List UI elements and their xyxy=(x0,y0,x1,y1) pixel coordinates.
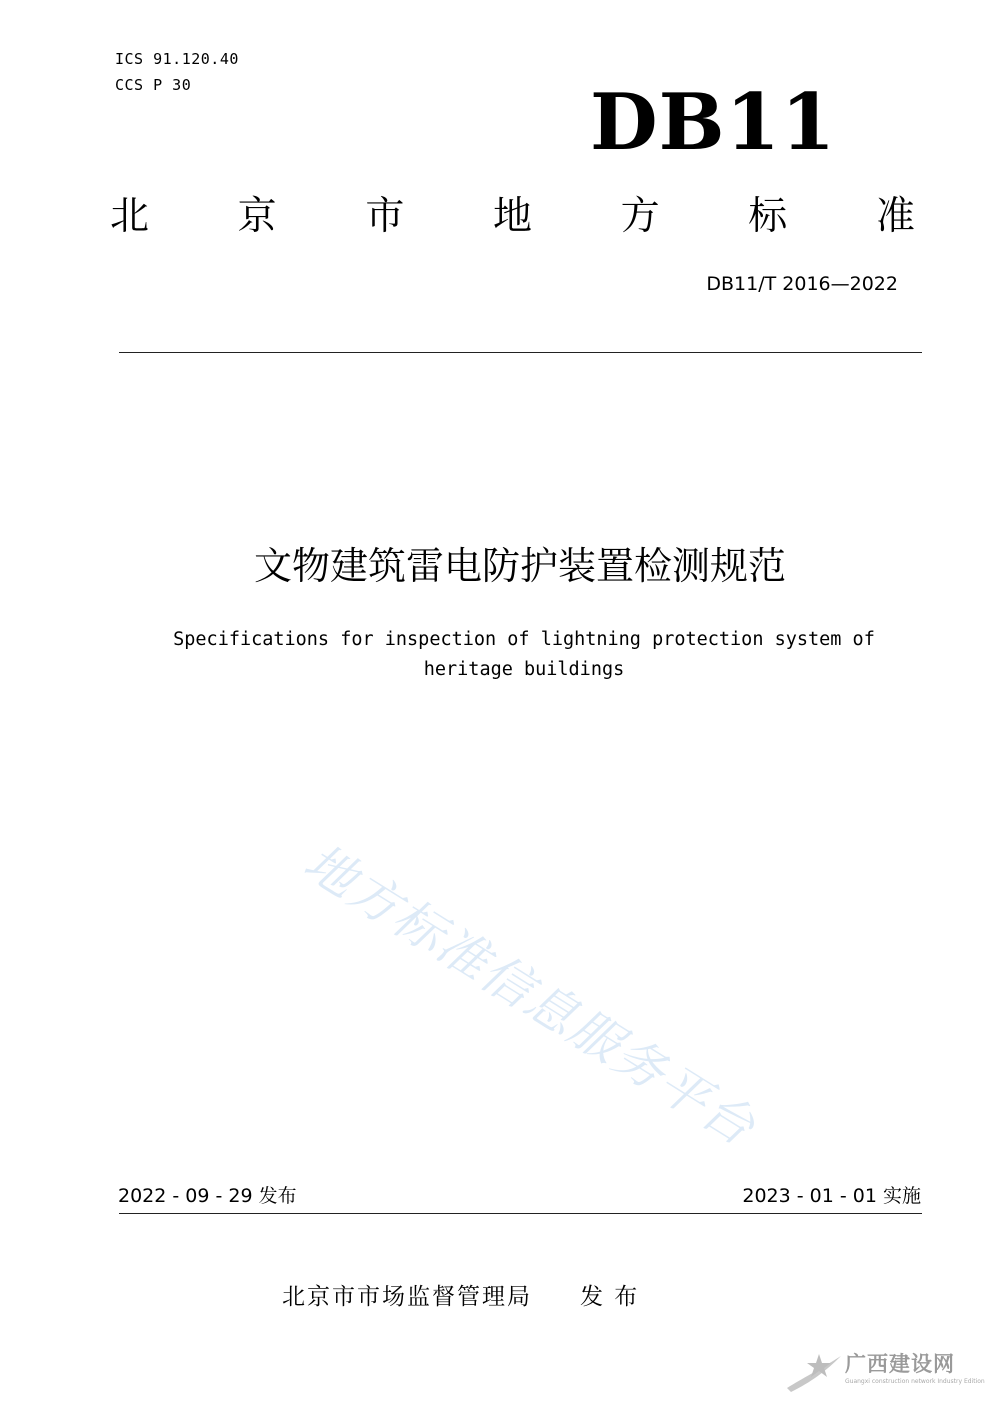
standard-category-char: 市 xyxy=(365,194,405,239)
implementation-date: 2023 - 01 - 01 实施 xyxy=(742,1185,921,1207)
standard-category-char: 方 xyxy=(620,194,660,239)
document-title-en-line-1: Specifications for inspection of lightning protection system of xyxy=(173,629,875,650)
issue-date: 2022 - 09 - 29 发布 xyxy=(118,1185,297,1207)
ccs-code: CCS P 30 xyxy=(115,76,192,94)
issuer-name: 北京市市场监督管理局 xyxy=(282,1284,532,1310)
standard-category-char: 地 xyxy=(492,194,532,239)
issuer-action: 发 布 xyxy=(580,1284,640,1310)
standard-number: DB11/T 2016—2022 xyxy=(706,273,898,295)
standard-category-char: 标 xyxy=(748,194,788,239)
site-logo-name: 广西建设网 xyxy=(845,1351,955,1376)
standard-category-char: 京 xyxy=(237,194,277,239)
bottom-divider xyxy=(119,1213,922,1214)
document-title-cn: 文物建筑雷电防护装置检测规范 xyxy=(253,544,786,588)
standard-category-title xyxy=(110,192,915,242)
document-title-en-line-2: heritage buildings xyxy=(423,659,625,680)
star-swoosh-icon xyxy=(785,1348,843,1394)
standard-category-char: 北 xyxy=(110,194,150,239)
ics-code: ICS 91.120.40 xyxy=(115,50,239,68)
site-logo xyxy=(785,1348,985,1396)
site-logo-subtitle: Guangxi construction network Industry Edition xyxy=(845,1378,985,1385)
watermark-text: 地方标准信息服务平台 xyxy=(294,832,766,1158)
standard-category-char: 准 xyxy=(875,194,915,239)
db11-logo: DB11 xyxy=(590,77,837,168)
issuer-line xyxy=(282,1282,639,1312)
top-divider xyxy=(119,352,922,353)
